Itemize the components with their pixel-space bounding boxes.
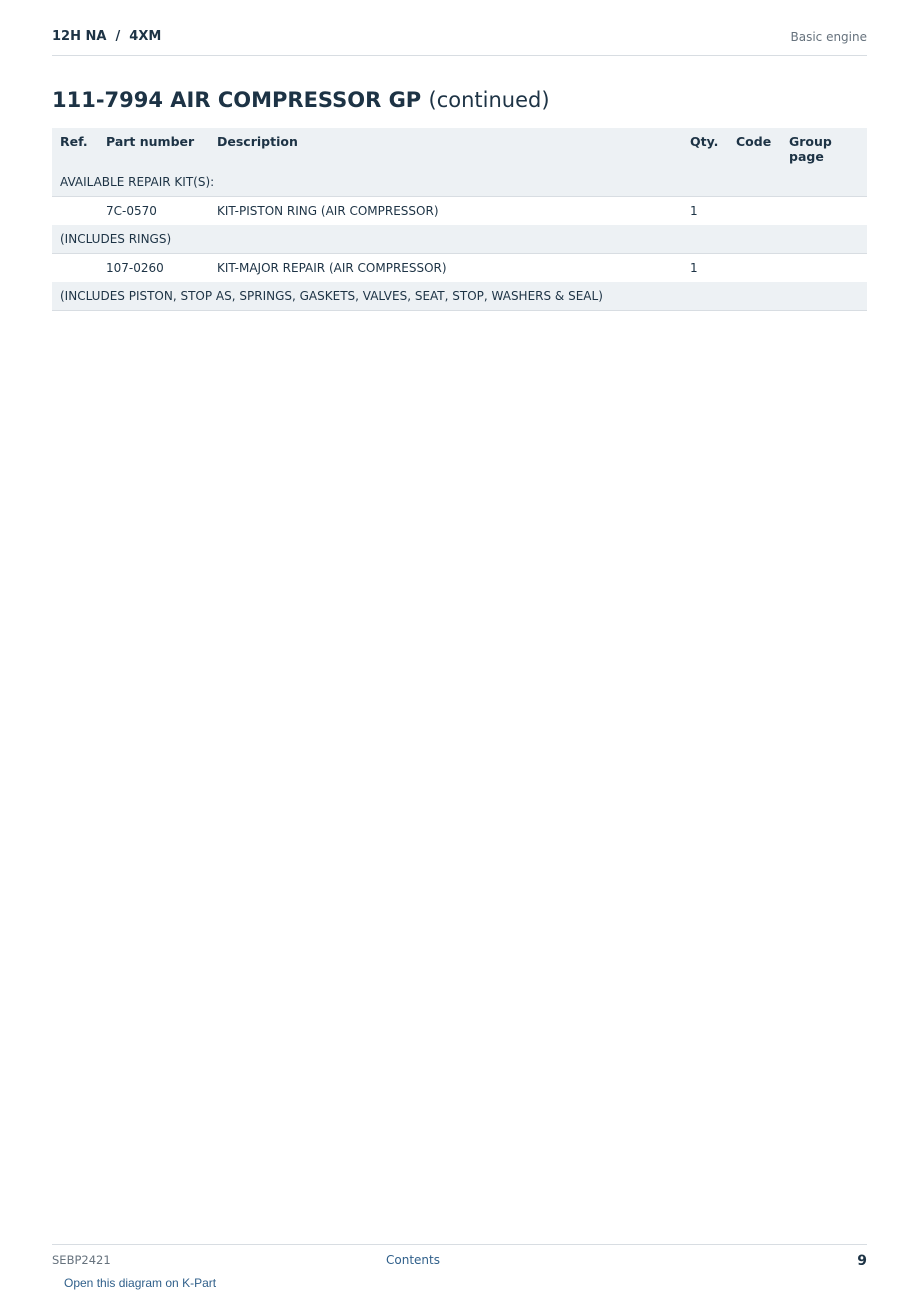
ref-cell — [52, 197, 106, 226]
page-title — [52, 88, 550, 112]
document-code: SEBP2421 — [52, 1253, 111, 1267]
description-cell: KIT-PISTON RING (AIR COMPRESSOR) — [217, 197, 690, 226]
column-header-group-page: Group page — [789, 128, 867, 168]
ref-cell — [52, 254, 106, 283]
kpart-diagram-link[interactable]: Open this diagram on K-Part — [64, 1276, 217, 1290]
code-cell — [736, 254, 789, 283]
table-row — [52, 197, 867, 226]
table-row — [52, 254, 867, 283]
qty-cell: 1 — [690, 197, 736, 226]
column-header-code: Code — [736, 128, 789, 168]
note-text: (INCLUDES PISTON, STOP AS, SPRINGS, GASKETS, VALVES, SEAT, STOP, WASHERS & SEAL) — [52, 282, 867, 311]
column-header-description: Description — [217, 128, 690, 168]
note-text: AVAILABLE REPAIR KIT(S): — [52, 168, 867, 197]
page-title-main: 111-7994 AIR COMPRESSOR GP — [52, 88, 422, 112]
part-number-cell: 7C-0570 — [106, 197, 217, 226]
model-label: 12H NA / 4XM — [52, 29, 162, 44]
page-number: 9 — [857, 1253, 867, 1269]
group-page-cell — [789, 254, 867, 283]
section-label: Basic engine — [790, 30, 867, 44]
page-title-continued: (continued) — [428, 88, 550, 112]
note-text: (INCLUDES RINGS) — [52, 225, 867, 254]
code-cell — [736, 197, 789, 226]
table-header-row — [52, 128, 867, 168]
column-header-part-number: Part number — [106, 128, 217, 168]
page-footer — [52, 1244, 867, 1301]
table-note-row — [52, 282, 867, 311]
part-number-cell: 107-0260 — [106, 254, 217, 283]
page-header — [52, 26, 867, 56]
column-header-ref: Ref. — [52, 128, 106, 168]
group-page-cell — [789, 197, 867, 226]
description-cell: KIT-MAJOR REPAIR (AIR COMPRESSOR) — [217, 254, 690, 283]
table-note-row — [52, 168, 867, 197]
qty-cell: 1 — [690, 254, 736, 283]
contents-link[interactable]: Contents — [386, 1253, 440, 1267]
parts-table — [52, 128, 867, 311]
table-note-row — [52, 225, 867, 254]
column-header-qty: Qty. — [690, 128, 736, 168]
